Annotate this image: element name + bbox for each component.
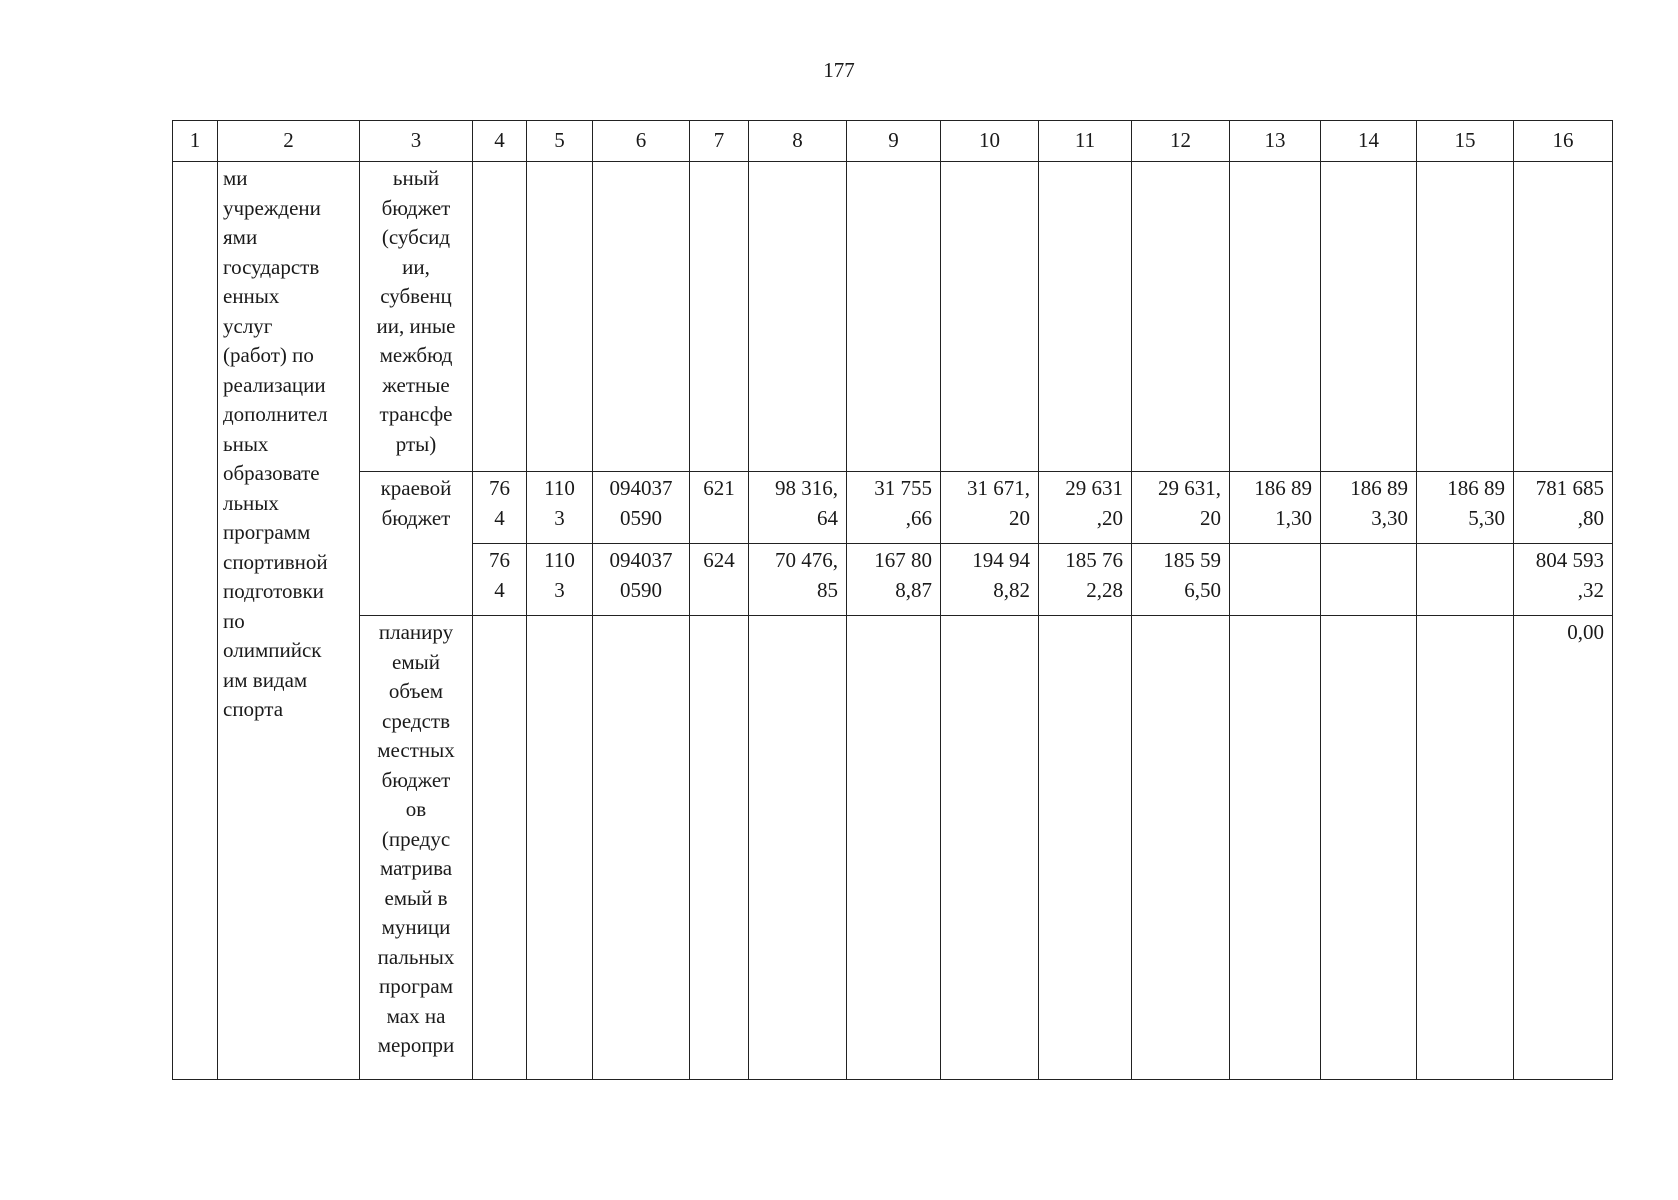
cell-c10: 31 671, 20 <box>941 472 1039 544</box>
cell-c10: 194 94 8,82 <box>941 544 1039 616</box>
cell-c8: 70 476, 85 <box>749 544 847 616</box>
cell-c16: 804 593 ,32 <box>1514 544 1613 616</box>
header-col-6: 6 <box>593 121 690 162</box>
cell-c16: 781 685 ,80 <box>1514 472 1613 544</box>
cell-c4: 76 4 <box>473 544 527 616</box>
header-row <box>173 121 1613 162</box>
cell-c14: 186 89 3,30 <box>1321 472 1417 544</box>
measure-description: ми учреждени ями государств енных услуг (работ) по реализации дополнител ьных образовате льных программ спортивной подготовки по олимпийск им видам спорта <box>218 162 360 1080</box>
header-col-2: 2 <box>218 121 360 162</box>
cell-c15: 186 89 5,30 <box>1417 472 1514 544</box>
source-local-budgets: планиру емый объем средств местных бюджет ов (предус матрива емый в муници пальных програм мах на меропри <box>360 616 473 1080</box>
header-col-5: 5 <box>527 121 593 162</box>
header-col-4: 4 <box>473 121 527 162</box>
cell-c4: 76 4 <box>473 472 527 544</box>
cell-c9: 31 755 ,66 <box>847 472 941 544</box>
cell-c15 <box>1417 544 1514 616</box>
cell-c9: 167 80 8,87 <box>847 544 941 616</box>
page-number: 177 <box>823 58 855 82</box>
cell-c8: 98 316, 64 <box>749 472 847 544</box>
source-budget-transfers: ьный бюджет (субсид ии, субвенц ии, иные межбюд жетные трансфе рты) <box>360 162 473 472</box>
header-col-14: 14 <box>1321 121 1417 162</box>
cell-c12: 29 631, 20 <box>1132 472 1230 544</box>
cell-c7: 621 <box>690 472 749 544</box>
header-col-1: 1 <box>173 121 218 162</box>
cell-c11: 185 76 2,28 <box>1039 544 1132 616</box>
header-col-9: 9 <box>847 121 941 162</box>
cell-c11: 29 631 ,20 <box>1039 472 1132 544</box>
budget-table <box>172 120 1613 1080</box>
source-regional-budget: краевой бюджет <box>360 472 473 616</box>
table-row-local-budgets <box>173 616 1613 1080</box>
header-col-11: 11 <box>1039 121 1132 162</box>
row-number-cell <box>173 162 218 1080</box>
header-col-13: 13 <box>1230 121 1321 162</box>
cell-c7: 624 <box>690 544 749 616</box>
cell-c5: 110 3 <box>527 544 593 616</box>
cell-c6: 094037 0590 <box>593 544 690 616</box>
cell-c12: 185 59 6,50 <box>1132 544 1230 616</box>
header-col-10: 10 <box>941 121 1039 162</box>
cell-c6: 094037 0590 <box>593 472 690 544</box>
table-row-budget-transfers <box>173 162 1613 472</box>
header-col-15: 15 <box>1417 121 1514 162</box>
cell-c13 <box>1230 544 1321 616</box>
header-col-8: 8 <box>749 121 847 162</box>
cell-local-total: 0,00 <box>1514 616 1613 1080</box>
cell-c13: 186 89 1,30 <box>1230 472 1321 544</box>
cell-c5: 110 3 <box>527 472 593 544</box>
header-col-16: 16 <box>1514 121 1613 162</box>
header-col-7: 7 <box>690 121 749 162</box>
table-row-regional-621 <box>173 472 1613 544</box>
header-col-12: 12 <box>1132 121 1230 162</box>
header-col-3: 3 <box>360 121 473 162</box>
cell-c14 <box>1321 544 1417 616</box>
